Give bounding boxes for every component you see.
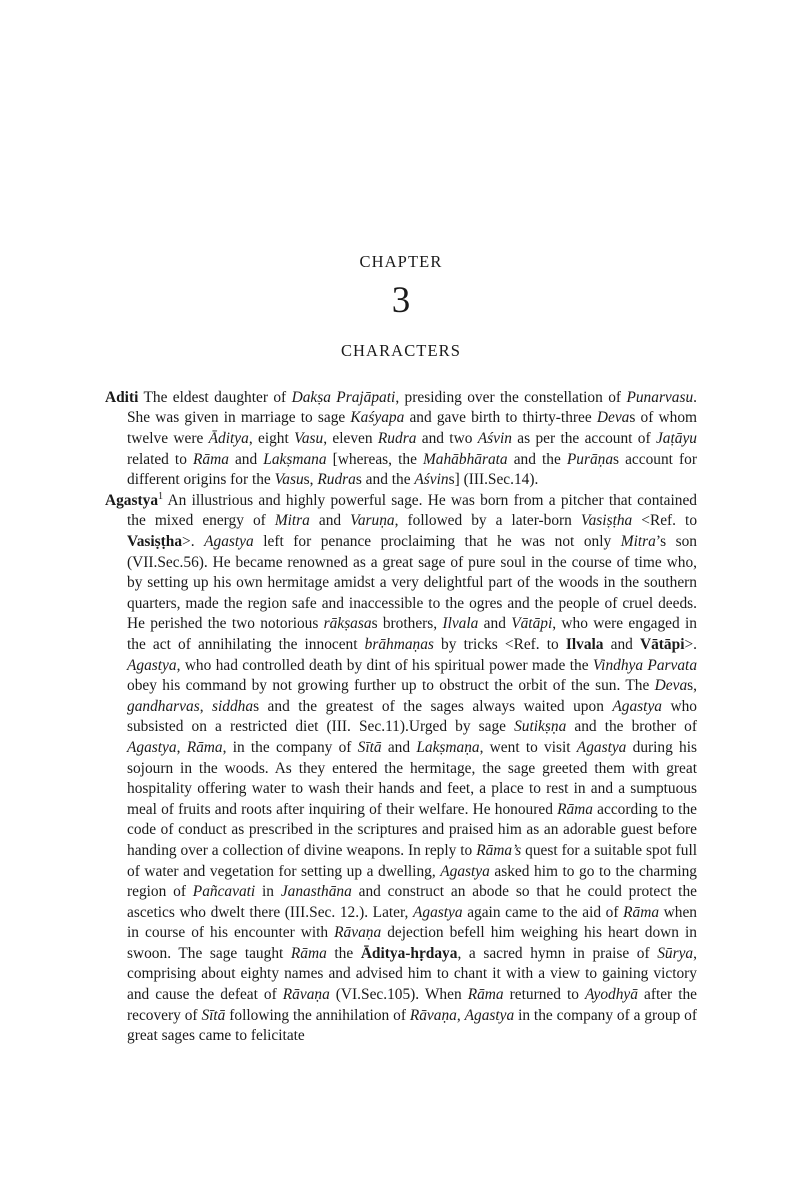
italic-term: Janasthāna bbox=[280, 883, 352, 901]
italic-term: Sūrya bbox=[657, 944, 694, 962]
entry-text: and gave birth to thirty-three bbox=[404, 409, 597, 427]
entry-text: and the brother of bbox=[566, 718, 697, 736]
entry-text: , eleven bbox=[323, 430, 378, 448]
entry-text: dejection befell him weighing his heart down in swoon. The sage taught bbox=[127, 924, 697, 962]
entry-list bbox=[105, 388, 697, 1047]
cross-reference-term: Ilvala bbox=[565, 635, 604, 653]
entry-text: and the bbox=[507, 450, 567, 468]
page-content bbox=[105, 252, 697, 1047]
entry-text: by tricks <Ref. to bbox=[433, 635, 566, 653]
entry-text: again came to the aid of bbox=[462, 903, 624, 921]
italic-term: Vasu bbox=[274, 471, 304, 489]
entry-text: after the recovery of bbox=[127, 986, 698, 1024]
entry-text: s] (III.Sec.14). bbox=[448, 471, 539, 489]
entry-text: , presiding over the constellation of bbox=[395, 388, 627, 406]
entry-text: quest for a suitable spot full of water and vegetation for setting up a dwelling, bbox=[127, 841, 697, 880]
entry-text: returned to bbox=[503, 986, 585, 1004]
entry-text: following the annihilation of bbox=[225, 1006, 410, 1024]
entry-text: as per the account of bbox=[511, 430, 656, 448]
italic-term: Agastya bbox=[127, 738, 177, 756]
entry-text: and bbox=[309, 512, 351, 530]
entry-text: ’s son (VII.Sec.56). He became renowned as a great sage of pure soul in the course of time who, by setting up his own hermitage amidst a very delightful part of the woods in the southern quarters, made the region safe and inaccessible to the ogres and the people of cruel deeds. He perished the two notorious bbox=[127, 533, 697, 633]
entry-headword: Agastya bbox=[105, 491, 159, 509]
entry-text: s of whom twelve were bbox=[127, 409, 697, 448]
italic-term: Mitra bbox=[274, 512, 310, 530]
cross-reference-term: Vātāpi bbox=[640, 635, 685, 653]
italic-term: Agastya bbox=[440, 862, 490, 880]
chapter-heading-block bbox=[105, 252, 697, 361]
cross-reference-term: Āditya-hṛdaya bbox=[360, 944, 458, 962]
entry-text: related to bbox=[127, 450, 193, 468]
italic-term: Mahābhārata bbox=[422, 450, 508, 468]
entry-text: and bbox=[381, 738, 417, 756]
italic-term: brāhmaṇas bbox=[364, 635, 434, 653]
entry-text: asked him to go to the charming region of bbox=[127, 862, 697, 901]
italic-term: Jaṭāyu bbox=[655, 430, 697, 448]
italic-term: Pañcavati bbox=[192, 883, 256, 901]
entry-text: >. bbox=[182, 533, 205, 550]
italic-term: Vasiṣṭha bbox=[580, 512, 633, 530]
entry-text: obey his command by not growing further up to obstruct the orbit of the sun. The bbox=[127, 677, 655, 695]
italic-term: Agastya bbox=[127, 656, 177, 674]
italic-term: Rāma bbox=[290, 944, 327, 962]
italic-term: Vindhya Parvata bbox=[592, 656, 698, 674]
entry-text: , eight bbox=[248, 430, 295, 448]
entry-text: left for penance proclaiming that he was not only bbox=[253, 533, 621, 550]
entry-text: An illustrious and highly powerful sage. He was born from a pitcher that contained the mixed energy of bbox=[127, 491, 697, 530]
italic-term: Rudra bbox=[377, 430, 417, 448]
entry-text: s and the greatest of the sages always waited upon bbox=[253, 697, 613, 715]
italic-term: Punarvasu bbox=[626, 388, 694, 406]
italic-term: Aśvin bbox=[477, 430, 512, 448]
entry-text: and two bbox=[416, 430, 478, 448]
italic-term: Kaśyapa bbox=[350, 409, 405, 427]
italic-term: Agastya bbox=[412, 903, 463, 921]
italic-term: Vasu bbox=[294, 430, 324, 448]
entry-text: and construct an abode so that he could protect the ascetics who dwelt there (III.Sec. 12.). Later, bbox=[127, 883, 697, 921]
italic-term: Agastya bbox=[464, 1006, 515, 1024]
italic-term: Rāma bbox=[186, 738, 223, 756]
entry-text: (VI.Sec.105). When bbox=[329, 986, 468, 1004]
entry-text: according to the code of conduct as prescribed in the scriptures and praised him as an adorable guest before handing over a collection of divine weapons. In reply to bbox=[127, 800, 697, 859]
italic-term: Rāvaṇa bbox=[282, 986, 330, 1004]
italic-term: Aśvin bbox=[414, 471, 449, 489]
entry-text: , who were engaged in the act of annihilating the innocent bbox=[127, 615, 697, 653]
italic-term: Sītā bbox=[201, 1006, 226, 1024]
footnote-marker: 1 bbox=[158, 490, 164, 502]
italic-term: Agastya bbox=[612, 697, 662, 715]
italic-term: Mitra bbox=[620, 533, 656, 550]
italic-term: Lakṣmaṇa bbox=[416, 738, 480, 756]
cross-reference-term: Vasiṣṭha bbox=[127, 533, 183, 550]
italic-term: Sutikṣṇa bbox=[514, 718, 567, 736]
italic-term: Ayodhyā bbox=[584, 986, 638, 1004]
entry-text: , bbox=[199, 697, 213, 715]
italic-term: Lakṣmana bbox=[263, 450, 327, 468]
italic-term: siddha bbox=[212, 697, 254, 715]
entry-text: and bbox=[228, 450, 264, 468]
italic-term: Ilvala bbox=[442, 615, 479, 633]
entry-text: >. bbox=[684, 635, 697, 653]
entry-text: s, bbox=[303, 471, 318, 489]
italic-term: Agastya bbox=[576, 738, 627, 756]
entry-text: , in the company of bbox=[222, 738, 358, 756]
dictionary-entry bbox=[105, 388, 697, 491]
italic-term: Āditya bbox=[208, 430, 249, 448]
entry-text: , who had controlled death by dint of his spiritual power made the bbox=[176, 656, 593, 674]
entry-text: in the company of a group of great sages came to felicitate bbox=[127, 1006, 697, 1045]
italic-term: rākṣasa bbox=[323, 615, 372, 633]
italic-term: Purāṇa bbox=[566, 450, 614, 468]
italic-term: Rāvaṇa bbox=[409, 1006, 457, 1024]
entry-text: . She was given in marriage to sage bbox=[127, 388, 698, 427]
entry-text: , followed by a later-born bbox=[394, 512, 581, 530]
chapter-number: 3 bbox=[391, 279, 411, 321]
entry-text: , went to visit bbox=[479, 738, 577, 756]
italic-term: Rudra bbox=[317, 471, 356, 489]
dictionary-entry bbox=[105, 491, 697, 1047]
entry-text: the bbox=[326, 944, 361, 962]
italic-term: Deva bbox=[654, 677, 688, 695]
entry-text: The eldest daughter of bbox=[138, 388, 292, 406]
entry-text: during his sojourn in the woods. As they entered the hermitage, the sage greeted them with great hospitality offering water to wash their hands and feet, a place to rest in and a sumptuous meal of fruits and roots after inquiring of their welfare. He honoured bbox=[127, 738, 698, 818]
entry-text: [whereas, the bbox=[326, 450, 423, 468]
entry-text: <Ref. to bbox=[632, 512, 698, 530]
entry-text: s, bbox=[687, 677, 697, 695]
entry-text: , bbox=[176, 738, 187, 756]
entry-text: in bbox=[255, 883, 281, 901]
italic-term: Rāma bbox=[623, 903, 660, 921]
italic-term: Rāvaṇa bbox=[334, 924, 382, 942]
italic-term: Vātāpi bbox=[511, 615, 553, 633]
entry-text: , a sacred hymn in praise of bbox=[457, 944, 658, 962]
entry-text: who subsisted on a restricted diet (III. Sec.11).Urged by sage bbox=[127, 697, 697, 736]
entry-text: , bbox=[456, 1006, 465, 1024]
entry-text: s and the bbox=[355, 471, 415, 489]
italic-term: gandharvas bbox=[127, 697, 200, 715]
italic-term: Varuṇa bbox=[350, 512, 395, 530]
entry-text: s account for different origins for the bbox=[127, 450, 697, 489]
entry-text: and bbox=[603, 635, 640, 653]
entry-text: and bbox=[478, 615, 512, 633]
italic-term: Sītā bbox=[357, 738, 382, 756]
italic-term: Rāma’s bbox=[476, 841, 522, 859]
italic-term: Rāma bbox=[192, 450, 229, 468]
entry-headword: Aditi bbox=[105, 388, 139, 406]
italic-term: Rāma bbox=[557, 800, 593, 818]
italic-term: Rāma bbox=[467, 986, 504, 1004]
page-title: CHARACTERS bbox=[340, 341, 462, 361]
italic-term: Dakṣa Prajāpati bbox=[291, 388, 396, 406]
italic-term: Agastya bbox=[204, 533, 254, 550]
entry-text: when in course of his encounter with bbox=[127, 903, 698, 942]
entry-text: s brothers, bbox=[371, 615, 443, 633]
chapter-label: CHAPTER bbox=[359, 252, 443, 271]
italic-term: Deva bbox=[596, 409, 630, 427]
entry-text: , comprising about eighty names and advised him to chant it with a view to gaining victory and cause the defeat of bbox=[127, 944, 697, 1004]
